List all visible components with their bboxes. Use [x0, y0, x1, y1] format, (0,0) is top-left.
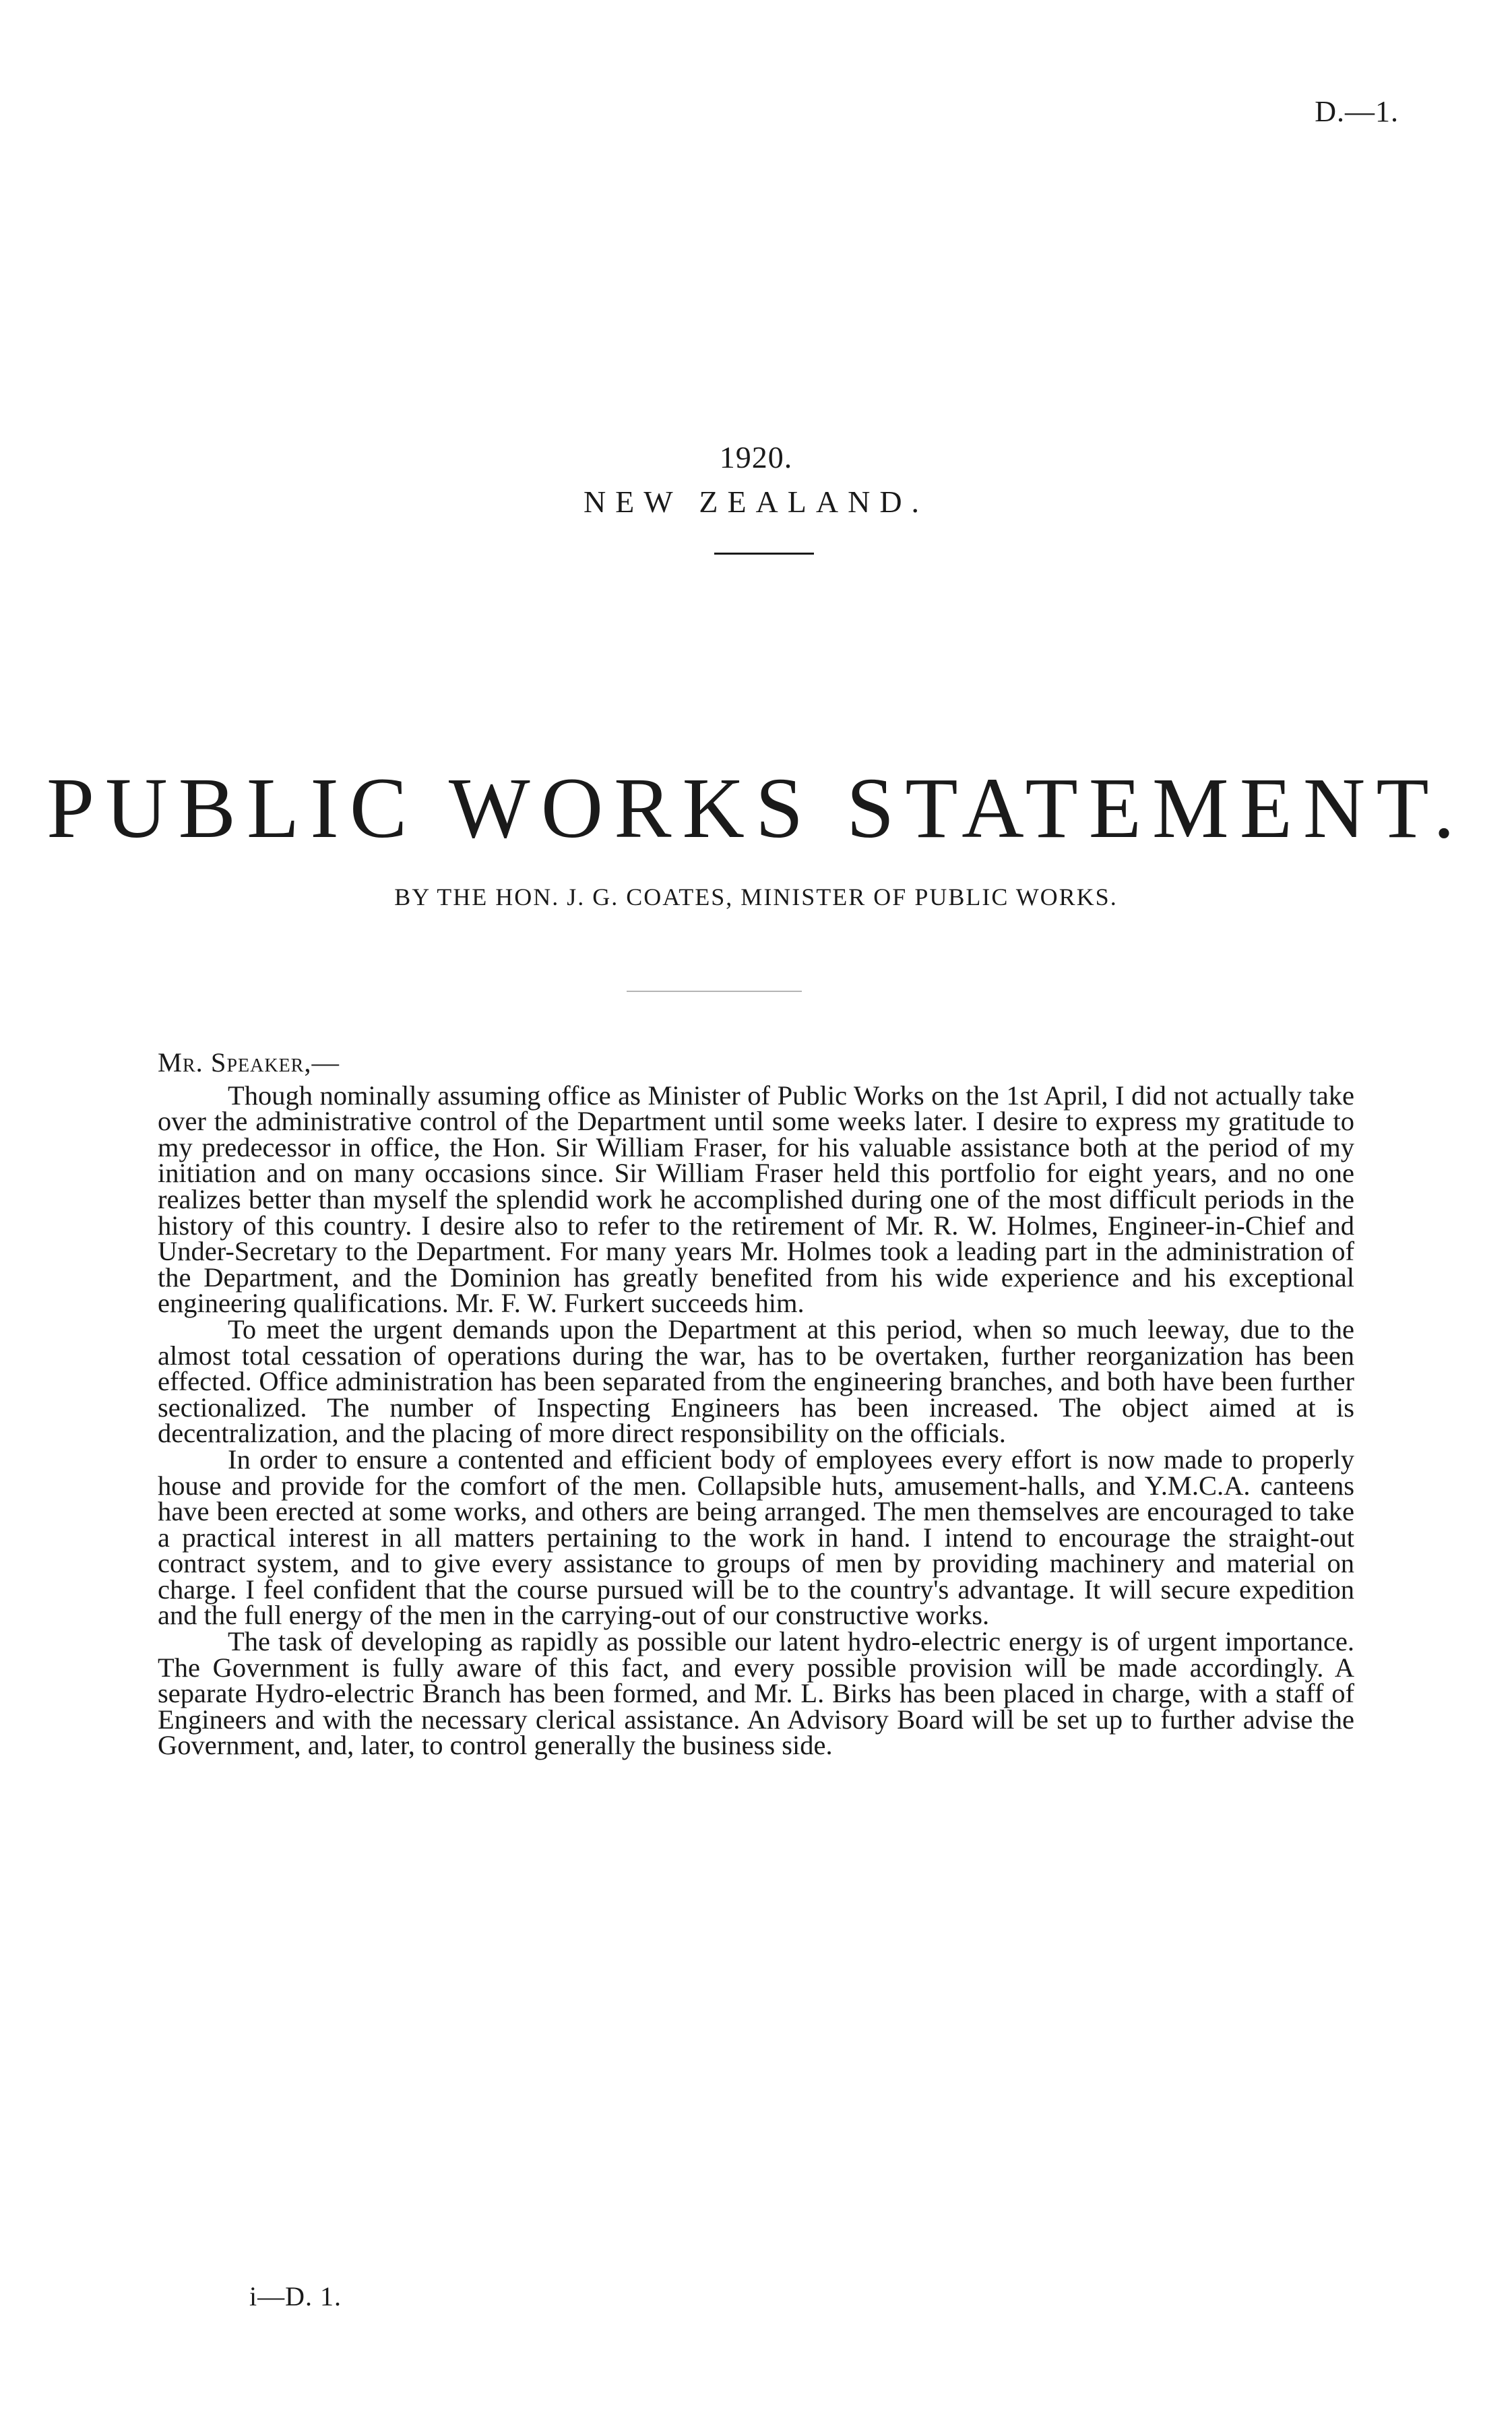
country-heading: NEW ZEALAND. [583, 485, 929, 519]
page-reference: D.—1. [1315, 95, 1399, 128]
heading-divider [714, 553, 814, 555]
paragraph-3: In order to ensure a contented and efficient body of employees every effort is now made to properly house and provide for the comfort of the men. Collapsible huts, amusement-halls, and Y.M.C.A. canteens have been erected at some works, and others are being arranged. The men themselves are encouraged to take a practical interest in all matters pertaining to the work in hand. I intend to encourage the straight-out contract system, and to give every assistance to groups of men by providing machinery and material on charge. I feel confident that the course pursued will be to the country's advantage. It will secure expedition and the full energy of the men in the carrying-out of our constructive works. [158, 1444, 1354, 1631]
publication-year: 1920. [719, 440, 793, 474]
salutation: Mr. Speaker,— [158, 1047, 340, 1078]
signature-reference: i—D. 1. [249, 2281, 342, 2312]
paragraph-1: Though nominally assuming office as Minister of Public Works on the 1st April, I did not actually take over the administrative control of the Department until some weeks later. I desire to express my gratitude to my predecessor in office, the Hon. Sir William Fraser, for his valuable assistance both at the period of my initiation and on many occasions since. Sir William Fraser held this portfolio for eight years, and no one realizes better than myself the splendid work he accomplished during one of the most difficult periods in the history of this country. I desire also to refer to the retirement of Mr. R. W. Holmes, Engineer-in-Chief and Under-Secretary to the Department. For many years Mr. Holmes took a leading part in the administration of the Department, and the Dominion has greatly benefited from his wide experience and his exceptional engineering qualifications. Mr. F. W. Furkert succeeds him. [158, 1080, 1354, 1319]
statement-body [158, 1047, 1354, 1761]
section-divider [627, 991, 802, 992]
document-title: PUBLIC WORKS STATEMENT. [46, 760, 1466, 856]
paragraph-4: The task of developing as rapidly as possible our latent hydro-electric energy is of urgent importance. The Government is fully aware of this fact, and every possible provision will be made accordingly. A separate Hydro-electric Branch has been formed, and Mr. L. Birks has been placed in charge, with a staff of Engineers and with the necessary clerical assistance. An Advisory Board will be set up to further advise the Government, and, later, to control generally the business side. [158, 1626, 1354, 1761]
paragraph-2: To meet the urgent demands upon the Department at this period, when so much leeway, due to the almost total cessation of operations during the war, has to be overtaken, further reorganization has been effected. Office administration has been separated from the engineering branches, and both have been further sectionalized. The number of Inspecting Engineers has been increased. The object aimed at is decentralization, and the placing of more direct responsibility on the officials. [158, 1313, 1354, 1449]
document-byline: BY THE HON. J. G. COATES, MINISTER OF PUBLIC WORKS. [394, 883, 1118, 910]
